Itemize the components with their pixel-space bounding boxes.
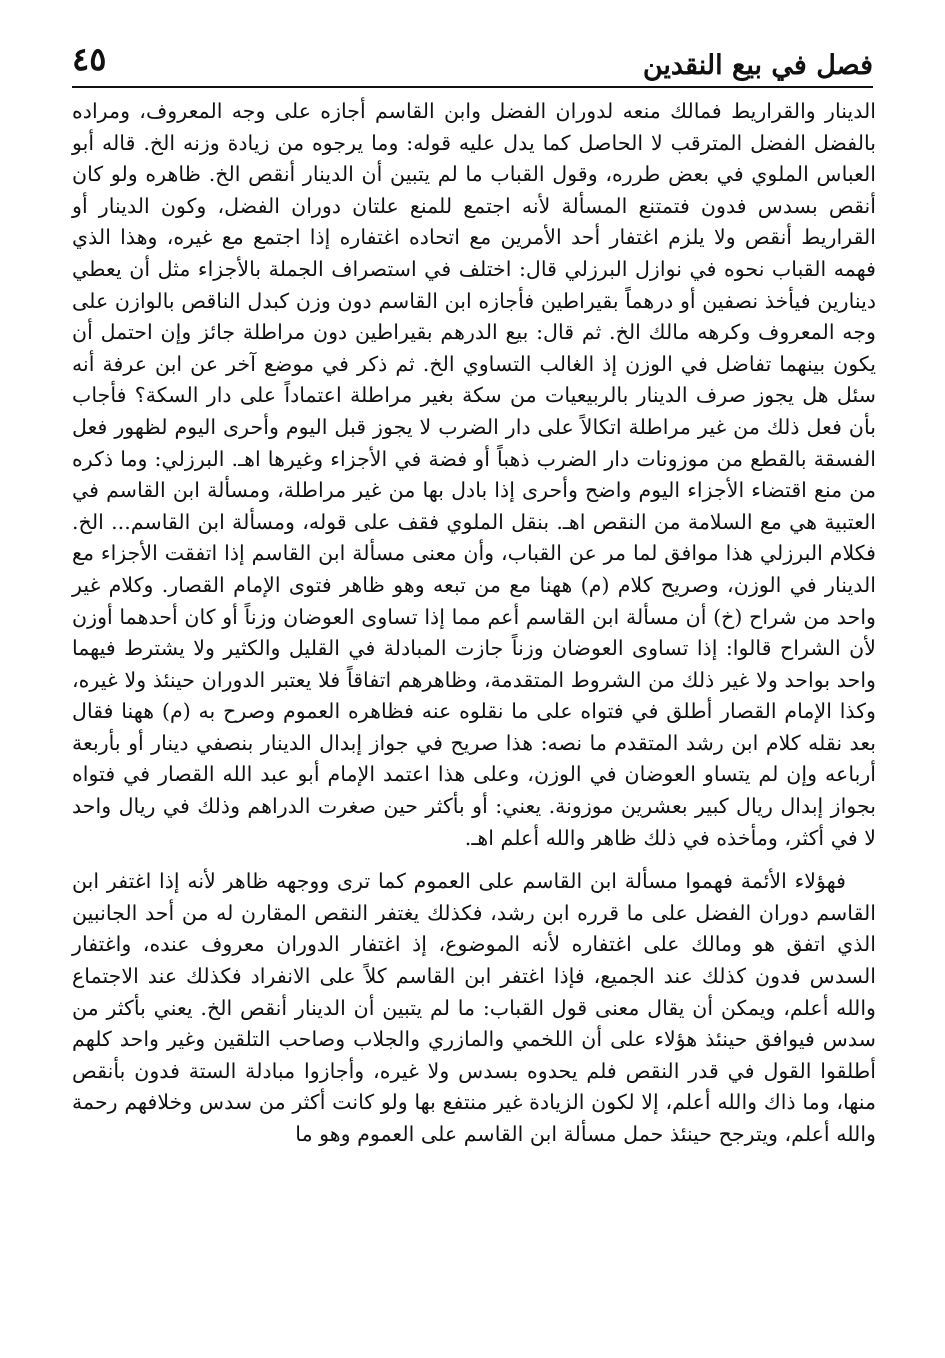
page-header: [72, 36, 873, 88]
page-number: ٤٥: [72, 40, 107, 78]
running-title: فصل في بيع النقدين: [642, 50, 873, 81]
body-text: [72, 96, 876, 1151]
paragraph-2: فهؤلاء الأئمة فهموا مسألة ابن القاسم على العموم كما ترى ووجهه ظاهر لأنه إذا اغتفر ابن القاسم دوران الفضل على ما قرره ابن رشد، فكذلك يغتفر النقص المقارن له من أحد الجانبين الذي اتفق هو ومالك على اغتفاره لأنه الموضوع، إذ اغتفار الدوران معروف عنده، واغتفار السدس فدون كذلك عند الجميع، فإذا اغتفر ابن القاسم كلاً على الانفراد فكذلك عند الاجتماع والله أعلم، ويمكن أن يقال معنى قول القباب: ما لم يتبين أن الدينار أنقص الخ. يعني بأكثر من سدس فيوافق حينئذ هؤلاء على أن اللخمي والمازري والجلاب وصاحب التلقين وغير واحد كلهم أطلقوا القول في قدر النقص فلم يحدوه بسدس ولا غيره، وأجازوا مبادلة الستة فدون بأنقص منها، وما ذاك والله أعلم، إلا لكون الزيادة غير منتفع بها ولو كانت أكثر من سدس وخلافهم رحمة والله أعلم، ويترجح حينئذ حمل مسألة ابن القاسم على العموم وهو ما: [72, 869, 876, 1146]
paragraph-1: الدينار والقراريط فمالك منعه لدوران الفضل وابن القاسم أجازه على وجه المعروف، ومراده بالفضل الفضل المترقب لا الحاصل كما يدل عليه قوله: وما يرجوه من زيادة وزنه الخ. قاله أبو العباس الملوي في بعض طرره، وقول القباب ما لم يتبين أن الدينار أنقص الخ. ظاهره ولو كان أنقص بسدس فدون فتمتنع المسألة لأنه اجتمع للمنع علتان دوران الفضل، وكون الدينار أو القراريط أنقص ولا يلزم اغتفار أحد الأمرين مع اتحاده اغتفاره إذا اجتمع مع غيره، وهذا الذي فهمه القباب نحوه في نوازل البرزلي قال: اختلف في استصراف الجملة بالأجزاء مثل أن يعطي دينارين فيأخذ نصفين أو درهماً بقيراطين فأجازه ابن القاسم دون وزن كبدل الناقص بالوازن على وجه المعروف وكرهه مالك الخ. ثم قال: بيع الدرهم بقيراطين دون مراطلة جائز وإن احتمل أن يكون بينهما تفاضل في الوزن إذ الغالب التساوي الخ. ثم ذكر في موضع آخر عن ابن عرفة أنه سئل هل يجوز صرف الدينار بالربيعيات من سكة بغير مراطلة اعتماداً على دار السكة؟ فأجاب بأن فعل ذلك من غير مراطلة اتكالاً على دار الضرب لا يجوز قبل اليوم وأحرى اليوم لظهور فعل الفسقة بالقطع من موزونات دار الضرب ذهباً أو فضة في الأجزاء وغيرها اهـ. البرزلي: وما ذكره من منع اقتضاء الأجزاء اليوم واضح وأحرى إذا بادل بها من غير مراطلة، ومسألة ابن القاسم في العتبية هي مع السلامة من النقص اهـ. بنقل الملوي فقف على قوله، ومسألة ابن القاسم... الخ. فكلام البرزلي هذا موافق لما مر عن القباب، وأن معنى مسألة ابن القاسم إذا اتفقت الأجزاء مع الدينار في الوزن، وصريح كلام (م) ههنا مع من تبعه وهو ظاهر فتوى الإمام القصار. وكلام غير واحد من شراح (خ) أن مسألة ابن القاسم أعم مما إذا تساوى العوضان وزناً أو كان أحدهما أوزن لأن الشراح قالوا: إذا تساوى العوضان وزناً جازت المبادلة في القليل والكثير ولا يشترط فيهما واحد بواحد ولا غير ذلك من الشروط المتقدمة، وظاهرهم اتفاقاً فلا يعتبر الدوران حينئذ ولا غيره، وكذا الإمام القصار أطلق في فتواه على ما نقلوه عنه فظاهره العموم وصرح به (م) ههنا فقال بعد نقله كلام ابن رشد المتقدم ما نصه: هذا صريح في جواز إبدال الدينار بنصفي دينار أو بأربعة أرباعه وإن لم يتساو العوضان في الوزن، وعلى هذا اعتمد الإمام أبو عبد الله القصار في فتواه بجواز إبدال ريال كبير بعشرين موزونة. يعني: أو بأكثر حين صغرت الدراهم وذلك في ريال واحد لا في أكثر، ومأخذه في ذلك ظاهر والله أعلم اهـ.: [72, 99, 876, 850]
